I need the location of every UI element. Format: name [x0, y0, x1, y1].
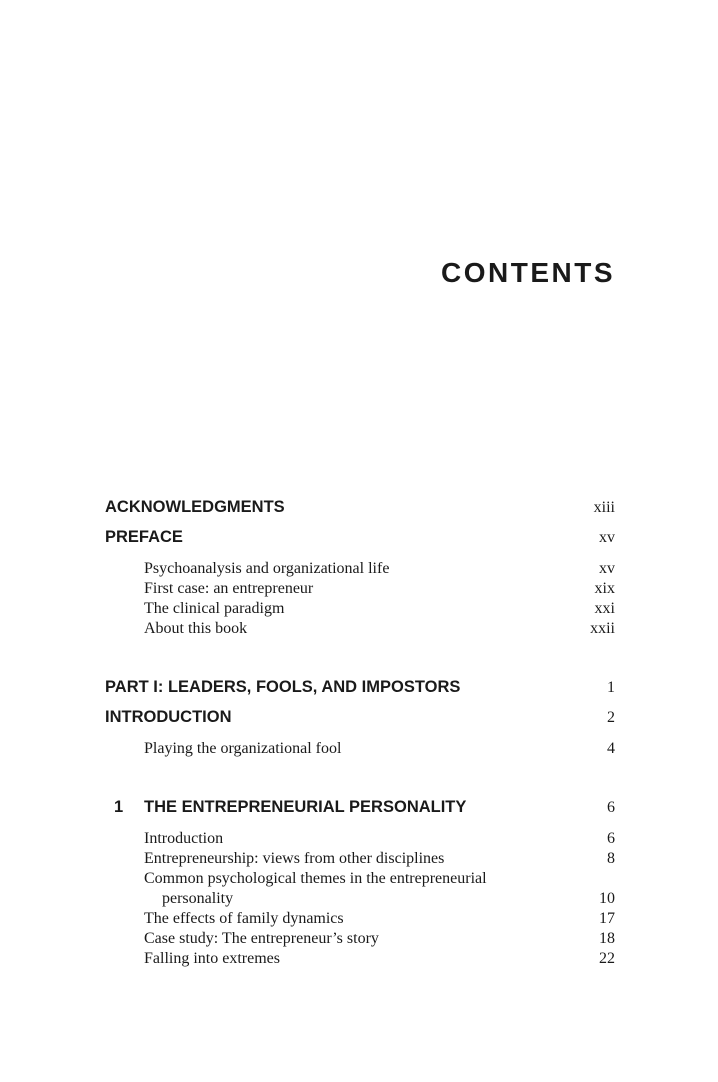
toc-page-number: xv [599, 529, 615, 546]
toc-subentry-label: The effects of family dynamics [144, 910, 344, 927]
toc-heading-label: INTRODUCTION [105, 708, 232, 726]
toc-entry-chapter-1[interactable] [105, 798, 615, 818]
toc-page-number: 1 [607, 679, 615, 696]
toc-subentry-label: Common psychological themes in the entrepreneurial [144, 870, 487, 887]
toc-subentry-label: Case study: The entrepreneur’s story [144, 930, 379, 947]
chapter-number: 1 [114, 798, 124, 816]
page-title: CONTENTS [441, 257, 615, 288]
toc-entry-preface[interactable] [105, 528, 615, 548]
toc-subentry[interactable] [105, 580, 615, 600]
toc-subentry[interactable] [105, 930, 615, 950]
toc-subentry-continuation[interactable] [105, 890, 615, 910]
toc-page-number: xiii [593, 499, 615, 516]
toc-page-number: 10 [599, 890, 615, 907]
toc-page-number: 22 [599, 950, 615, 967]
toc-page-number: xxi [594, 600, 615, 617]
toc-subentry-label: Playing the organizational fool [144, 740, 342, 757]
toc-subentry-label: Falling into extremes [144, 950, 280, 967]
toc-subentry-label: About this book [144, 620, 248, 637]
toc-page-number: 6 [607, 799, 615, 816]
toc-entry-acknowledgments[interactable] [105, 498, 615, 518]
toc-subentry-label: The clinical paradigm [144, 600, 285, 617]
toc-entry-introduction[interactable] [105, 708, 615, 728]
toc-page-number: 18 [599, 930, 615, 947]
toc-page-number: 17 [599, 910, 615, 927]
toc-subentry[interactable] [105, 950, 615, 970]
toc-subentry[interactable] [105, 850, 615, 870]
toc-subentry[interactable] [105, 620, 615, 640]
toc-page-number: xix [594, 580, 615, 597]
toc-subentry[interactable] [105, 910, 615, 930]
toc-subentry[interactable] [105, 870, 615, 890]
toc-page-number: 8 [607, 850, 615, 867]
toc-subentry-label: personality [162, 890, 234, 907]
toc-page-number: xxii [590, 620, 615, 637]
toc-page-number: xv [599, 560, 615, 577]
toc-subentry[interactable] [105, 600, 615, 620]
toc-page-number: 4 [607, 740, 615, 757]
toc-heading-label: ACKNOWLEDGMENTS [105, 498, 285, 516]
toc-page-number: 2 [607, 709, 615, 726]
toc-subentry[interactable] [105, 560, 615, 580]
toc-heading-label: THE ENTREPRENEURIAL PERSONALITY [144, 798, 467, 816]
toc-subentry-label: First case: an entrepreneur [144, 580, 314, 597]
toc-entry-part-1[interactable] [105, 678, 615, 698]
toc-subentry-label: Psychoanalysis and organizational life [144, 560, 390, 577]
toc-subentry-label: Introduction [144, 830, 224, 847]
toc-heading-label: PREFACE [105, 528, 183, 546]
toc-subentry[interactable] [105, 830, 615, 850]
toc-subentry-label: Entrepreneurship: views from other disciplines [144, 850, 445, 867]
toc-page-number: 6 [607, 830, 615, 847]
toc-heading-label: PART I: LEADERS, FOOLS, AND IMPOSTORS [105, 678, 461, 696]
toc-subentry[interactable] [105, 740, 615, 760]
